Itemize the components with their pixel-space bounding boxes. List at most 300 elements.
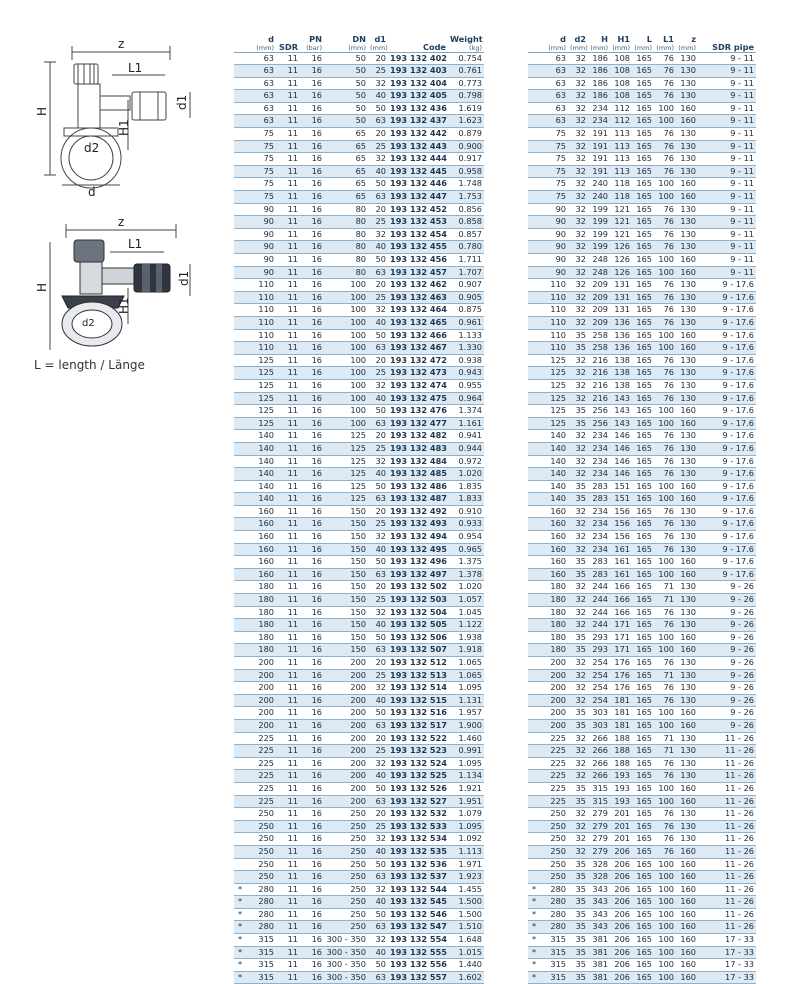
table-cell: 16 — [300, 442, 324, 455]
table-cell: 76 — [654, 430, 676, 443]
table-cell: 90 — [540, 203, 568, 216]
table-row — [528, 871, 756, 884]
table-cell: 32 — [368, 304, 388, 317]
dim-label-d2: d2 — [84, 141, 100, 155]
table-cell: 9 - 11 — [698, 128, 756, 141]
table-row — [234, 543, 484, 556]
table-row — [528, 606, 756, 619]
table-cell: 16 — [300, 417, 324, 430]
table-cell: 9 - 26 — [698, 594, 756, 607]
table-cell: 20 — [368, 505, 388, 518]
table-cell: 126 — [610, 254, 632, 267]
table-cell: 254 — [588, 669, 610, 682]
table-cell: 193 132 513 — [388, 669, 448, 682]
table-cell: 80 — [324, 241, 368, 254]
table-row — [234, 455, 484, 468]
table-cell: * — [528, 921, 540, 934]
table-cell: 125 — [324, 455, 368, 468]
table-cell: 165 — [632, 392, 654, 405]
table-cell — [234, 669, 246, 682]
table-cell: * — [528, 908, 540, 921]
table-cell: 200 — [246, 707, 276, 720]
table-cell: 9 - 26 — [698, 631, 756, 644]
table-cell — [234, 65, 246, 78]
table-cell — [234, 782, 246, 795]
table-cell: 126 — [610, 241, 632, 254]
table-cell: 150 — [324, 594, 368, 607]
table-row — [528, 405, 756, 418]
table-cell: 32 — [568, 52, 588, 65]
table-cell: 32 — [568, 291, 588, 304]
table-cell: 125 — [246, 392, 276, 405]
table-cell: 146 — [610, 455, 632, 468]
table-row — [234, 657, 484, 670]
table-cell: 1.923 — [448, 871, 484, 884]
table-cell: 200 — [540, 719, 568, 732]
table-cell — [234, 795, 246, 808]
table-cell: 193 132 495 — [388, 543, 448, 556]
table-row — [234, 52, 484, 65]
table-row — [528, 228, 756, 241]
table-cell: 0.933 — [448, 518, 484, 531]
table-cell: 100 — [654, 896, 676, 909]
table-cell: 130 — [676, 291, 698, 304]
table-cell: * — [234, 921, 246, 934]
table-cell: 11 — [276, 631, 300, 644]
table-cell: 150 — [324, 606, 368, 619]
table-cell: 193 132 474 — [388, 379, 448, 392]
table-cell: 16 — [300, 606, 324, 619]
table-cell: 32 — [568, 757, 588, 770]
table-cell: 9 - 11 — [698, 115, 756, 128]
table-cell: 160 — [676, 858, 698, 871]
table-cell: 130 — [676, 669, 698, 682]
table-cell: 9 - 17.6 — [698, 505, 756, 518]
table-cell: 11 — [276, 959, 300, 972]
table-row — [234, 782, 484, 795]
table-cell: 206 — [610, 921, 632, 934]
table-cell: 193 132 452 — [388, 203, 448, 216]
column-header — [632, 30, 654, 52]
table-cell: 118 — [610, 178, 632, 191]
table-cell: 9 - 17.6 — [698, 568, 756, 581]
table-cell: 250 — [540, 871, 568, 884]
table-cell: 165 — [632, 455, 654, 468]
table-cell — [528, 644, 540, 657]
table-cell: 50 — [368, 178, 388, 191]
table-cell: 32 — [568, 153, 588, 166]
table-cell: 9 - 17.6 — [698, 279, 756, 292]
table-cell: 0.857 — [448, 228, 484, 241]
table-cell: 161 — [610, 543, 632, 556]
table-cell: 16 — [300, 266, 324, 279]
table-cell: 20 — [368, 354, 388, 367]
table-cell: 165 — [632, 203, 654, 216]
table-cell: 165 — [632, 304, 654, 317]
dim-label-z: z — [118, 37, 125, 51]
table-cell: 16 — [300, 770, 324, 783]
table-cell: 130 — [676, 745, 698, 758]
table-cell: * — [528, 959, 540, 972]
table-cell: 180 — [540, 619, 568, 632]
table-cell: 16 — [300, 493, 324, 506]
table-cell: 130 — [676, 228, 698, 241]
table-cell: 32 — [568, 304, 588, 317]
table-cell: 188 — [610, 745, 632, 758]
table-cell: 1.134 — [448, 770, 484, 783]
table-cell: 200 — [324, 682, 368, 695]
table-cell: 16 — [300, 392, 324, 405]
table-cell: 0.954 — [448, 531, 484, 544]
table-cell: 40 — [368, 241, 388, 254]
table-row — [234, 291, 484, 304]
table-cell: 32 — [568, 845, 588, 858]
table-cell: 1.921 — [448, 782, 484, 795]
table-row — [528, 392, 756, 405]
table-row — [234, 556, 484, 569]
table-cell: 16 — [300, 342, 324, 355]
table-cell: 76 — [654, 694, 676, 707]
table-cell: 160 — [246, 568, 276, 581]
table-cell: 11 — [276, 719, 300, 732]
table-cell: 1.971 — [448, 858, 484, 871]
table-cell: 63 — [540, 65, 568, 78]
table-cell — [234, 316, 246, 329]
table-cell: 32 — [568, 316, 588, 329]
table-cell: 100 — [324, 342, 368, 355]
table-cell: 200 — [324, 657, 368, 670]
table-cell: 225 — [540, 782, 568, 795]
table-cell: 125 — [324, 468, 368, 481]
table-cell: 9 - 26 — [698, 581, 756, 594]
table-cell: 165 — [632, 518, 654, 531]
table-cell: 206 — [610, 858, 632, 871]
table-cell: 76 — [654, 304, 676, 317]
table-cell: 11 — [276, 392, 300, 405]
table-cell: 165 — [632, 65, 654, 78]
table-cell — [234, 254, 246, 267]
table-cell: 130 — [676, 442, 698, 455]
table-cell: 160 — [676, 254, 698, 267]
table-cell: 0.941 — [448, 430, 484, 443]
table-cell: 11 — [276, 833, 300, 846]
column-header — [246, 30, 276, 52]
table-cell: 193 132 485 — [388, 468, 448, 481]
table-row — [528, 594, 756, 607]
table-cell: 193 132 457 — [388, 266, 448, 279]
table-cell: 143 — [610, 392, 632, 405]
table-cell — [528, 266, 540, 279]
table-cell: 35 — [568, 921, 588, 934]
table-cell: 1.015 — [448, 946, 484, 959]
table-cell: 165 — [632, 468, 654, 481]
table-cell: 16 — [300, 367, 324, 380]
table-cell: 200 — [540, 657, 568, 670]
table-cell: 32 — [568, 808, 588, 821]
table-cell: 16 — [300, 531, 324, 544]
table-cell: 90 — [540, 241, 568, 254]
table-cell: 160 — [676, 405, 698, 418]
table-cell: 76 — [654, 682, 676, 695]
table-cell: 125 — [246, 379, 276, 392]
table-cell: 76 — [654, 140, 676, 153]
table-cell: 32 — [368, 682, 388, 695]
table-cell: 130 — [676, 128, 698, 141]
table-cell: 32 — [568, 228, 588, 241]
table-cell: 130 — [676, 606, 698, 619]
table-cell: 110 — [246, 316, 276, 329]
table-cell: 9 - 11 — [698, 178, 756, 191]
table-cell: 225 — [540, 757, 568, 770]
table-cell: 25 — [368, 442, 388, 455]
table-cell: 100 — [654, 946, 676, 959]
table-cell: 35 — [568, 934, 588, 947]
table-cell: 100 — [324, 291, 368, 304]
table-cell: 9 - 11 — [698, 216, 756, 229]
table-cell: 100 — [654, 178, 676, 191]
table-cell: 250 — [324, 808, 368, 821]
table-cell: 9 - 26 — [698, 644, 756, 657]
table-cell: 165 — [632, 505, 654, 518]
table-cell: 343 — [588, 908, 610, 921]
table-cell: 50 — [368, 782, 388, 795]
table-cell: 63 — [540, 102, 568, 115]
table-cell: 16 — [300, 657, 324, 670]
table-cell: 16 — [300, 228, 324, 241]
table-cell: 193 132 554 — [388, 934, 448, 947]
dim-label-h1-3d: H1 — [117, 297, 131, 314]
table-row — [528, 732, 756, 745]
table-cell: 76 — [654, 65, 676, 78]
table-cell — [234, 354, 246, 367]
table-cell: 32 — [568, 543, 588, 556]
table-cell: 160 — [676, 329, 698, 342]
table-cell: 160 — [676, 493, 698, 506]
table-cell: 11 — [276, 367, 300, 380]
table-cell: 165 — [632, 644, 654, 657]
table-cell: 199 — [588, 241, 610, 254]
table-cell: 193 132 545 — [388, 896, 448, 909]
table-cell: 0.991 — [448, 745, 484, 758]
table-row — [528, 959, 756, 972]
table-cell: 40 — [368, 770, 388, 783]
table-cell: 90 — [246, 241, 276, 254]
table-cell: 1.375 — [448, 556, 484, 569]
table-cell: 32 — [368, 531, 388, 544]
table-cell: 110 — [246, 342, 276, 355]
table-cell: 165 — [632, 316, 654, 329]
table-cell: 130 — [676, 279, 698, 292]
table-cell: 250 — [324, 845, 368, 858]
column-label: PN — [309, 33, 322, 44]
table-cell: 110 — [540, 316, 568, 329]
table-cell: 1.092 — [448, 833, 484, 846]
table-cell: 283 — [588, 556, 610, 569]
table-cell — [528, 203, 540, 216]
table-cell: 32 — [368, 153, 388, 166]
table-cell: 35 — [568, 782, 588, 795]
table-cell — [528, 153, 540, 166]
table-cell: 140 — [246, 480, 276, 493]
table-cell: 11 — [276, 795, 300, 808]
column-label: DN — [352, 33, 366, 44]
table-cell: 0.955 — [448, 379, 484, 392]
table-cell: 165 — [632, 669, 654, 682]
table-cell: 32 — [568, 442, 588, 455]
table-cell — [528, 833, 540, 846]
table-cell: 100 — [654, 971, 676, 984]
table-cell: 40 — [368, 946, 388, 959]
column-unit: (mm) — [678, 43, 696, 52]
table-cell: 130 — [676, 732, 698, 745]
table-cell: 193 132 463 — [388, 291, 448, 304]
table-cell: 63 — [246, 77, 276, 90]
table-cell: 35 — [568, 631, 588, 644]
table-cell: 130 — [676, 241, 698, 254]
table-cell: 11 - 26 — [698, 820, 756, 833]
table-row — [234, 417, 484, 430]
table-cell: 201 — [610, 820, 632, 833]
table-cell: 1.510 — [448, 921, 484, 934]
table-cell: 9 - 17.6 — [698, 367, 756, 380]
table-cell — [528, 367, 540, 380]
table-cell — [528, 455, 540, 468]
table-cell: 9 - 17.6 — [698, 354, 756, 367]
column-header — [234, 30, 246, 52]
table-cell: 11 — [276, 505, 300, 518]
table-cell: 160 — [676, 631, 698, 644]
table-cell: 1.330 — [448, 342, 484, 355]
table-cell: 165 — [632, 216, 654, 229]
table-cell: 110 — [540, 304, 568, 317]
table-header-row — [234, 30, 484, 52]
table-cell: 11 — [276, 329, 300, 342]
table-cell: 40 — [368, 543, 388, 556]
table-cell: 165 — [632, 568, 654, 581]
table-cell — [528, 719, 540, 732]
table-cell: 9 - 11 — [698, 77, 756, 90]
table-cell: 100 — [654, 908, 676, 921]
table-cell: 160 — [540, 505, 568, 518]
table-cell: 165 — [632, 871, 654, 884]
table-cell: 90 — [246, 216, 276, 229]
table-cell: 113 — [610, 128, 632, 141]
table-cell: 193 132 522 — [388, 732, 448, 745]
table-cell: 35 — [568, 417, 588, 430]
table-cell: 40 — [368, 165, 388, 178]
table-cell — [528, 430, 540, 443]
table-cell: 381 — [588, 971, 610, 984]
table-cell: 40 — [368, 392, 388, 405]
table-cell: 50 — [368, 405, 388, 418]
table-cell: 250 — [324, 908, 368, 921]
table-cell — [528, 140, 540, 153]
table-cell: 130 — [676, 543, 698, 556]
table-cell: 181 — [610, 694, 632, 707]
table-row — [528, 266, 756, 279]
dim-label-l1: L1 — [128, 61, 143, 75]
table-cell: 110 — [246, 279, 276, 292]
table-cell: 0.780 — [448, 241, 484, 254]
table-cell: 200 — [324, 694, 368, 707]
table-row — [528, 934, 756, 947]
column-header — [654, 30, 676, 52]
table-cell — [528, 782, 540, 795]
table-cell: 200 — [324, 782, 368, 795]
table-cell: 16 — [300, 354, 324, 367]
table-row — [234, 845, 484, 858]
table-cell: 76 — [654, 77, 676, 90]
table-cell: 130 — [676, 379, 698, 392]
table-cell: 250 — [324, 883, 368, 896]
column-header — [588, 30, 610, 52]
table-cell: 16 — [300, 556, 324, 569]
table-cell: 250 — [324, 833, 368, 846]
table-cell: 1.131 — [448, 694, 484, 707]
table-cell: 11 — [276, 468, 300, 481]
table-cell: 16 — [300, 304, 324, 317]
table-cell: 193 132 442 — [388, 128, 448, 141]
table-cell: 25 — [368, 140, 388, 153]
table-cell: 75 — [540, 165, 568, 178]
table-cell: 193 132 443 — [388, 140, 448, 153]
table-cell: 125 — [246, 354, 276, 367]
table-cell: 143 — [610, 405, 632, 418]
table-cell: 1.500 — [448, 896, 484, 909]
table-cell: 32 — [568, 468, 588, 481]
table-cell: 11 — [276, 52, 300, 65]
table-cell: 130 — [676, 304, 698, 317]
table-cell: 200 — [540, 707, 568, 720]
table-cell: 32 — [568, 140, 588, 153]
table-cell: 1.020 — [448, 468, 484, 481]
column-unit: (mm) — [570, 43, 588, 52]
table-cell: 125 — [540, 417, 568, 430]
table-cell: 11 — [276, 883, 300, 896]
table-cell: 279 — [588, 845, 610, 858]
table-cell: 35 — [568, 959, 588, 972]
table-cell: 1.079 — [448, 808, 484, 821]
table-row — [528, 128, 756, 141]
table-cell: 76 — [654, 820, 676, 833]
table-cell: * — [234, 946, 246, 959]
table-cell: 193 132 506 — [388, 631, 448, 644]
table-cell: 216 — [588, 379, 610, 392]
table-cell: 32 — [568, 694, 588, 707]
table-row — [234, 342, 484, 355]
table-row — [234, 606, 484, 619]
table-cell: 25 — [368, 669, 388, 682]
table-cell — [528, 342, 540, 355]
table-cell: 76 — [654, 367, 676, 380]
table-cell: 11 - 26 — [698, 896, 756, 909]
table-cell: 9 - 11 — [698, 165, 756, 178]
table-header-row — [528, 30, 756, 52]
table-cell: 100 — [654, 631, 676, 644]
table-cell: 9 - 17.6 — [698, 493, 756, 506]
table-cell: 90 — [540, 254, 568, 267]
table-row — [528, 568, 756, 581]
table-cell: 17 - 33 — [698, 946, 756, 959]
table-cell: 32 — [368, 883, 388, 896]
table-row — [234, 732, 484, 745]
table-cell: 32 — [568, 682, 588, 695]
table-cell: 16 — [300, 594, 324, 607]
table-cell: 0.964 — [448, 392, 484, 405]
table-row — [528, 745, 756, 758]
table-row — [234, 959, 484, 972]
table-cell: 32 — [368, 77, 388, 90]
